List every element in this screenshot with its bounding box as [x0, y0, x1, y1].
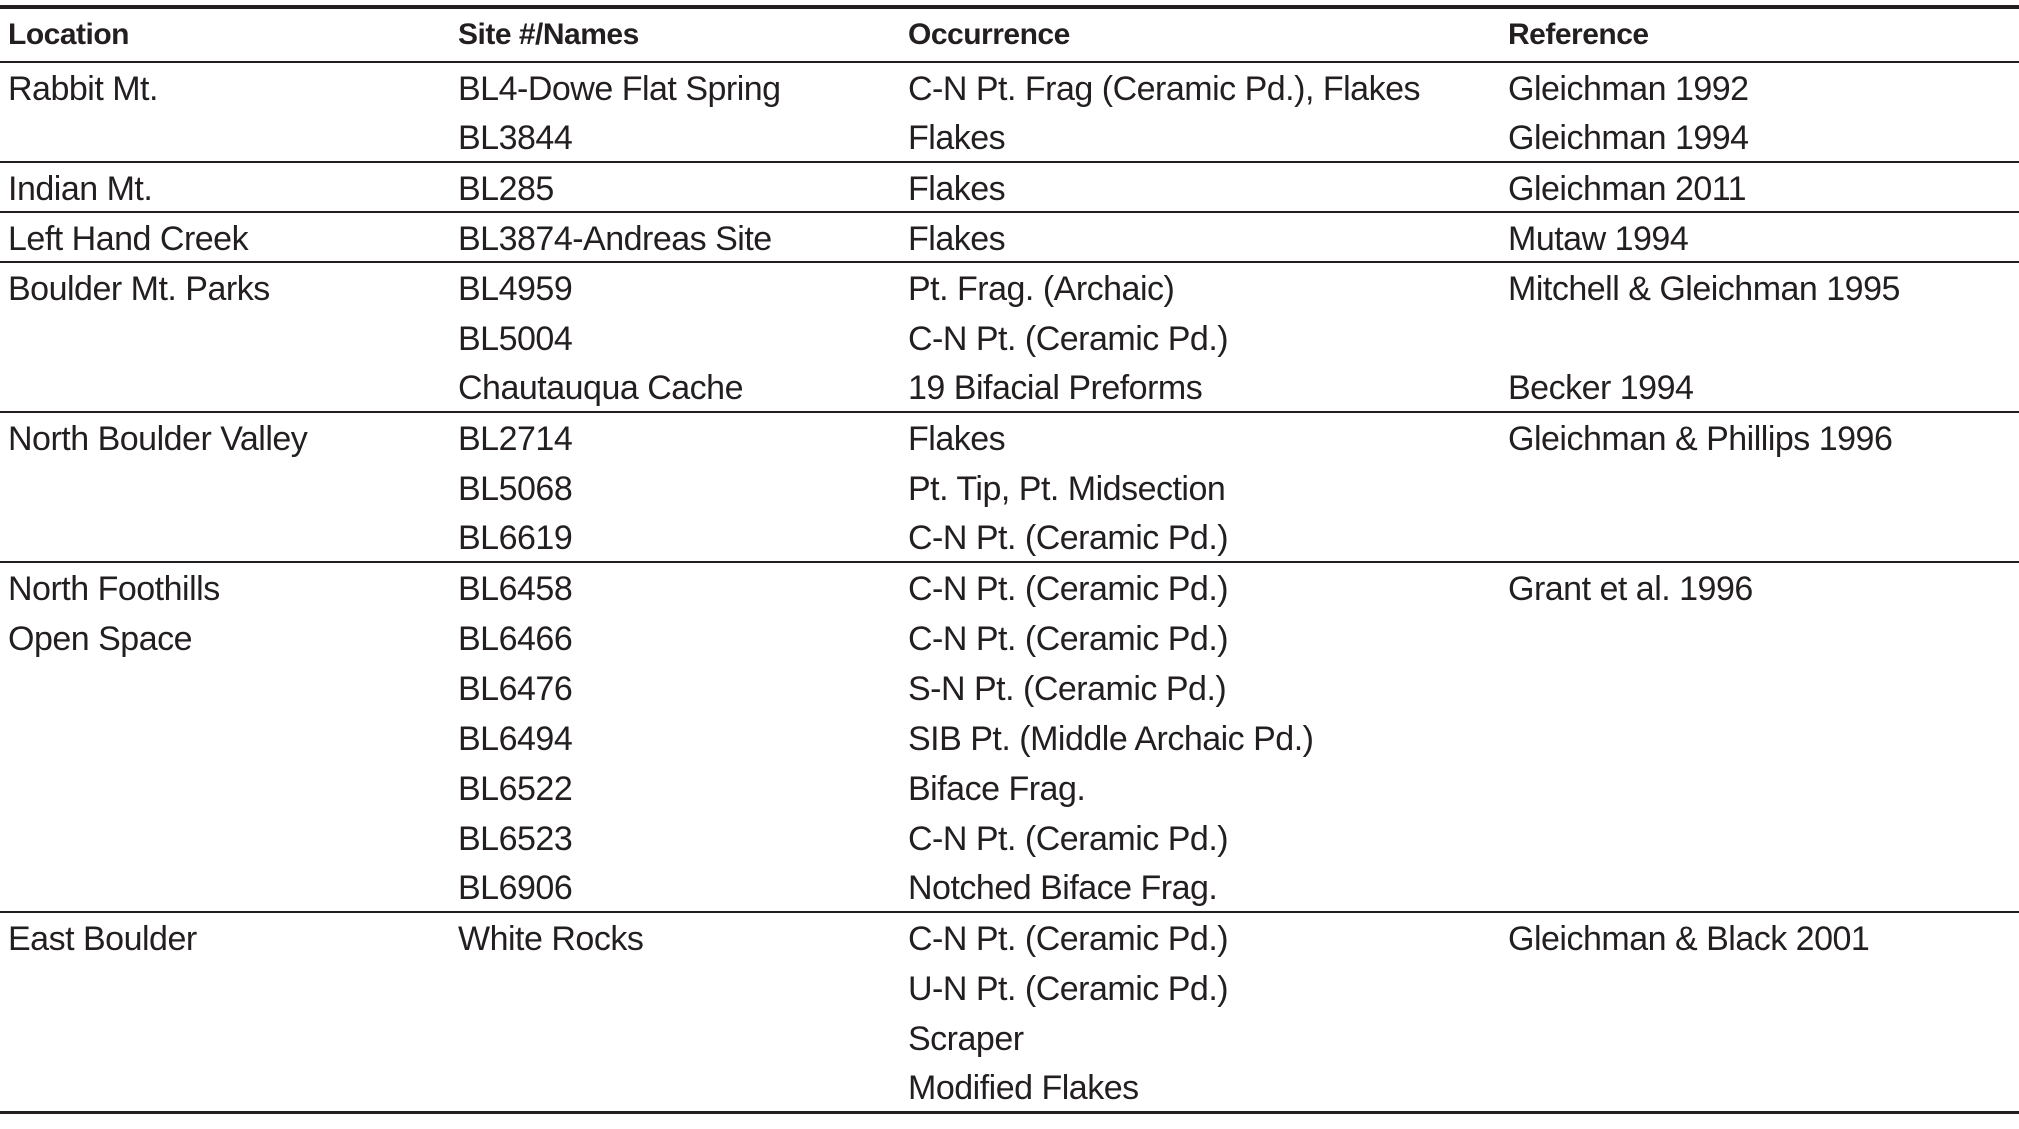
cell-site: BL6522: [458, 769, 573, 808]
table-row: [0, 112, 2019, 162]
occurrence-table: [0, 5, 2019, 1114]
cell-site: BL2714: [458, 420, 573, 458]
cell-location: [0, 962, 450, 1012]
cell-reference: [1500, 512, 2019, 562]
cell-occurrence: C-N Pt. Frag (Ceramic Pd.), Flakes: [908, 70, 1420, 108]
column-header-reference: Reference: [1500, 7, 2019, 62]
cell-site: BL6476: [458, 669, 573, 708]
table-row: [0, 862, 2019, 912]
table-row: [0, 712, 2019, 762]
cell-site: White Rocks: [458, 920, 644, 958]
table-header: [0, 7, 2019, 62]
cell-reference: [1500, 1012, 2019, 1062]
cell-occurrence: Scraper: [908, 1019, 1024, 1058]
cell-location: North Boulder Valley: [8, 420, 308, 458]
cell-location: [0, 712, 450, 762]
cell-reference: Gleichman 1994: [1500, 112, 2019, 162]
column-header-location: Location: [0, 7, 450, 62]
cell-occurrence: Pt. Frag. (Archaic): [908, 270, 1175, 308]
table-row: [0, 162, 2019, 212]
cell-reference: [1500, 662, 2019, 712]
cell-occurrence: SIB Pt. (Middle Archaic Pd.): [908, 719, 1314, 758]
cell-location: Indian Mt.: [0, 162, 450, 212]
cell-reference: [1500, 612, 2019, 662]
cell-reference: [1500, 312, 2019, 362]
table-row: [0, 412, 2019, 462]
table-row: [0, 812, 2019, 862]
cell-location: Boulder Mt. Parks: [8, 270, 270, 308]
cell-occurrence: U-N Pt. (Ceramic Pd.): [908, 969, 1229, 1008]
cell-site: BL6466: [458, 619, 573, 658]
cell-occurrence: C-N Pt. (Ceramic Pd.): [908, 319, 1229, 358]
cell-site: BL6619: [450, 512, 900, 562]
cell-reference: [1500, 762, 2019, 812]
cell-site: BL3874-Andreas Site: [450, 212, 900, 262]
cell-location: [0, 1012, 450, 1062]
cell-reference: Becker 1994: [1500, 362, 2019, 412]
cell-occurrence: C-N Pt. (Ceramic Pd.): [908, 920, 1229, 958]
cell-reference: Gleichman & Black 2001: [1508, 920, 1870, 958]
cell-site: BL6523: [458, 819, 573, 858]
table-row: [0, 1062, 2019, 1112]
table-body: [0, 62, 2019, 1112]
cell-occurrence: Pt. Tip, Pt. Midsection: [908, 469, 1226, 508]
cell-reference: Gleichman 2011: [1500, 162, 2019, 212]
table-row: [0, 212, 2019, 262]
header-row: [0, 7, 2019, 62]
cell-site: BL5004: [458, 319, 573, 358]
cell-location: [0, 312, 450, 362]
cell-location: Left Hand Creek: [0, 212, 450, 262]
cell-location: Open Space: [8, 619, 193, 658]
cell-reference: Gleichman 1992: [1508, 70, 1749, 108]
cell-occurrence: Flakes: [900, 112, 1500, 162]
cell-reference: [1500, 462, 2019, 512]
table-row: [0, 612, 2019, 662]
cell-occurrence: Modified Flakes: [900, 1062, 1500, 1112]
cell-occurrence: Flakes: [908, 420, 1006, 458]
column-header-occurrence: Occurrence: [900, 7, 1500, 62]
table-row: [0, 312, 2019, 362]
cell-occurrence: Biface Frag.: [908, 769, 1086, 808]
cell-location: North Foothills: [8, 570, 220, 608]
cell-location: East Boulder: [8, 920, 197, 958]
cell-site: BL4-Dowe Flat Spring: [458, 70, 781, 108]
table-row: [0, 462, 2019, 512]
cell-location: [0, 862, 450, 912]
cell-occurrence: C-N Pt. (Ceramic Pd.): [900, 512, 1500, 562]
cell-site: [450, 1062, 900, 1112]
cell-site: [450, 962, 900, 1012]
cell-occurrence: C-N Pt. (Ceramic Pd.): [908, 619, 1229, 658]
cell-location: Rabbit Mt.: [8, 70, 158, 108]
cell-location: [0, 812, 450, 862]
table-row: [0, 62, 2019, 112]
cell-site: [450, 1012, 900, 1062]
cell-location: [0, 762, 450, 812]
cell-reference: Mutaw 1994: [1500, 212, 2019, 262]
cell-location: [0, 512, 450, 562]
table-row: [0, 1012, 2019, 1062]
table-row: [0, 912, 2019, 962]
cell-location: [0, 1062, 450, 1112]
cell-occurrence: Notched Biface Frag.: [900, 862, 1500, 912]
cell-reference: Gleichman & Phillips 1996: [1508, 420, 1893, 458]
table-row: [0, 762, 2019, 812]
table-row: [0, 362, 2019, 412]
cell-occurrence: C-N Pt. (Ceramic Pd.): [908, 819, 1229, 858]
cell-reference: Mitchell & Gleichman 1995: [1508, 270, 1900, 308]
table-row: [0, 962, 2019, 1012]
cell-reference: Grant et al. 1996: [1508, 570, 1753, 608]
cell-occurrence: 19 Bifacial Preforms: [900, 362, 1500, 412]
cell-site: BL6906: [450, 862, 900, 912]
cell-occurrence: S-N Pt. (Ceramic Pd.): [908, 669, 1227, 708]
cell-reference: [1500, 1062, 2019, 1112]
cell-occurrence: C-N Pt. (Ceramic Pd.): [908, 570, 1229, 608]
cell-site: BL6458: [458, 570, 573, 608]
table-row: [0, 262, 2019, 312]
cell-reference: [1500, 862, 2019, 912]
cell-location: [0, 662, 450, 712]
cell-occurrence: Flakes: [900, 212, 1500, 262]
cell-location: [0, 462, 450, 512]
table-row: [0, 562, 2019, 612]
cell-location: [0, 362, 450, 412]
cell-reference: [1500, 712, 2019, 762]
column-header-site-names: Site #/Names: [450, 7, 900, 62]
cell-reference: [1500, 962, 2019, 1012]
cell-site: BL6494: [458, 719, 573, 758]
cell-site: BL4959: [458, 270, 573, 308]
cell-site: BL3844: [450, 112, 900, 162]
cell-reference: [1500, 812, 2019, 862]
table-row: [0, 512, 2019, 562]
cell-location: [0, 112, 450, 162]
table-row: [0, 662, 2019, 712]
cell-site: BL285: [450, 162, 900, 212]
cell-occurrence: Flakes: [900, 162, 1500, 212]
cell-site: Chautauqua Cache: [450, 362, 900, 412]
cell-site: BL5068: [458, 469, 573, 508]
